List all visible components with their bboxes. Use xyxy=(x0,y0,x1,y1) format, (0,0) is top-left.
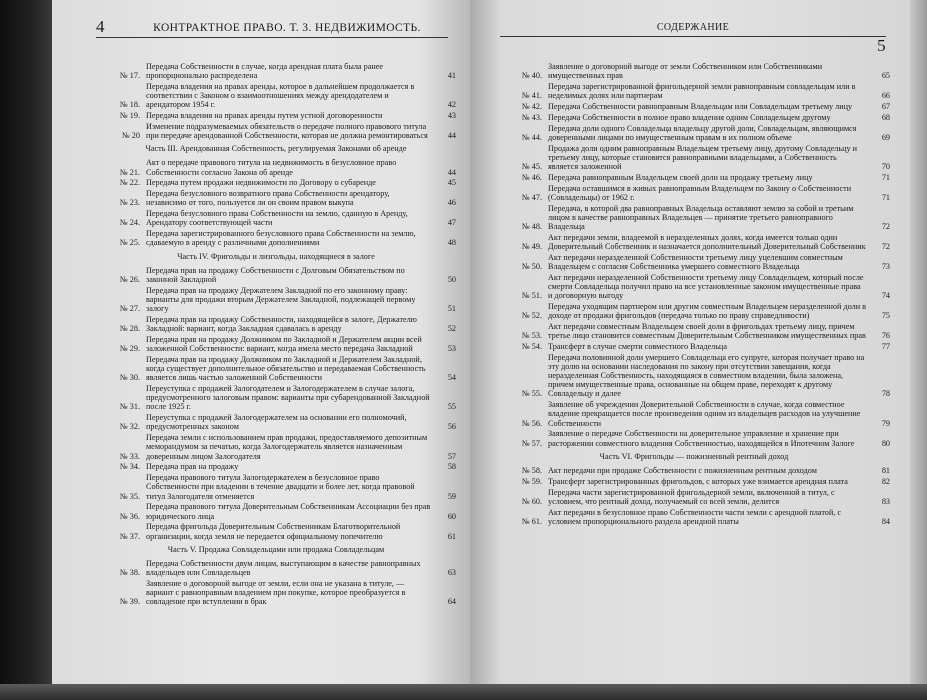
toc-entry-number: № 46. xyxy=(521,172,542,182)
toc-entry-number: № 48. xyxy=(521,222,542,231)
toc-entry-page: 57 xyxy=(447,451,456,461)
toc-entry-number: № 42. xyxy=(521,102,542,111)
toc-entry xyxy=(498,466,890,475)
toc-entry-title: Передача зарегистрированного безусловного права Собственности на землю, сдаваемую в аренду с различными дополнениями xyxy=(146,229,416,248)
toc-entry-number: № 51. xyxy=(521,291,542,301)
toc-entry xyxy=(498,253,890,271)
toc-entry-title: Передача безусловного права Собственности на землю, сданную в Аренду, Арендатору соответствующей части xyxy=(146,209,408,228)
toc-entry-page: 47 xyxy=(447,218,456,228)
toc-entry-page: 41 xyxy=(447,71,456,81)
right-page-number: 5 xyxy=(877,36,886,55)
toc-entry-title: Передача зарегистрированной фригольдерной земли равноправным совладельцам или в неделимых долях или партнерам xyxy=(548,82,856,101)
toc-entry-title: Передача части зарегистрированной фригольдерной земли, включенной в титул, с условием, что рентный доход, получаемый со всей земли, делится xyxy=(548,487,835,506)
toc-entry-number: № 31. xyxy=(119,402,140,412)
table-surface xyxy=(0,684,927,700)
toc-entry-number: № 26. xyxy=(119,274,140,284)
toc-entry xyxy=(96,286,456,313)
toc-entry-title: Акт передачи при продаже Собственности с пожизненным рентным доходом xyxy=(548,465,817,475)
toc-entry xyxy=(498,508,890,526)
toc-entry-page: 63 xyxy=(447,568,456,578)
toc-entry-title: Передача прав на продажу Собственности с Долговым Обязательством по законной Закладной xyxy=(146,265,405,284)
toc-entry-number: № 25. xyxy=(119,238,140,248)
toc-entry-number: № 33. xyxy=(119,451,140,461)
toc-entry xyxy=(498,353,890,399)
toc-entry-page: 81 xyxy=(881,465,890,475)
toc-entry-number: № 44. xyxy=(521,132,542,142)
toc-entry-title: Акт о передаче правового титула на недвижимость в безусловное право Собственности согласно Закона об аренде xyxy=(146,158,397,177)
toc-entry-title: Акт передачи неразделенной Собственности третьему лицу Совладельцем, который после смерти Совладельца получил право на все установленные законом имущественные права и договорную выгоду xyxy=(548,272,864,301)
toc-entry-page: 73 xyxy=(881,262,890,271)
right-table-of-contents xyxy=(498,62,890,528)
toc-entry xyxy=(96,209,456,227)
toc-entry-title: Изменение подразумеваемых обязательств о передаче полного правового титула при передаче арендованной Собственности, которая не должна ремонтироваться xyxy=(146,122,428,141)
toc-section-heading: Часть III. Арендованная Собственность, регулируемая Законами об аренде xyxy=(145,144,407,154)
toc-entry-number: № 49. xyxy=(521,242,542,251)
toc-entry-number: № 37. xyxy=(119,531,140,541)
toc-section-heading: Часть IV. Фригольды и лизгольды, находящиеся в залоге xyxy=(177,251,375,261)
toc-entry-number: № 38. xyxy=(119,568,140,578)
toc-entry xyxy=(498,62,890,80)
toc-entry-title: Передача Собственности равноправным Владельцам или Совладельцам третьему лицу xyxy=(548,102,853,111)
toc-entry-number: № 52. xyxy=(521,311,542,321)
toc-entry-number: № 20 xyxy=(121,131,140,141)
toc-entry-page: 59 xyxy=(447,491,456,501)
toc-entry-number: № 30. xyxy=(119,373,140,383)
toc-entry-page: 71 xyxy=(881,192,890,202)
toc-entry xyxy=(96,384,456,411)
toc-entry-number: № 47. xyxy=(521,192,542,202)
toc-entry-page: 70 xyxy=(881,162,890,171)
toc-entry-number: № 27. xyxy=(119,304,140,314)
toc-section-heading: Часть V. Продажа Совладельцами или продажа Совладельцам xyxy=(167,544,385,554)
toc-entry-title: Передача прав на продажу Должником по Закладной и Держателем Закладной, когда существует дополнительное обязательство и передаваемая Собственность является лишь частью заложенной Собственности xyxy=(146,354,426,383)
page-edges xyxy=(910,0,927,684)
toc-entry-number: № 55. xyxy=(521,389,542,399)
toc-entry xyxy=(498,342,890,351)
toc-entry-title: Передача Собственности в полное право владения одним Совладельцем другому xyxy=(548,112,831,122)
toc-entry-title: Передача владения на правах аренды путем устной договоренности xyxy=(146,111,383,121)
toc-entry-title: Передача, в которой два равноправных Владельца оставляют землю за собой и третьим лицом в качестве равноправных Владельцев — принятие третьего равноправного Владельца xyxy=(548,203,854,231)
toc-entry xyxy=(96,62,456,80)
toc-entry-page: 74 xyxy=(881,291,890,301)
toc-entry-page: 77 xyxy=(881,342,890,351)
toc-entry-title: Акт передачи земли, владеемой в неразделенных долях, когда имеется только один Доверительный Собственник и назначается дополнительный Доверительный Собственник xyxy=(548,232,866,251)
toc-entry-page: 53 xyxy=(447,344,456,354)
toc-entry-title: Передача прав на продажу Должником по Закладной и Держателем акции всей заложенной Собственности: вариант, когда имела место передача Закладной xyxy=(146,334,422,354)
toc-entry xyxy=(96,473,456,500)
toc-entry-number: № 19. xyxy=(119,111,140,121)
toc-entry-page: 65 xyxy=(881,71,890,81)
toc-entry-number: № 53. xyxy=(521,331,542,341)
toc-entry-number: № 56. xyxy=(521,418,542,428)
toc-entry xyxy=(96,335,456,353)
toc-entry xyxy=(498,204,890,231)
toc-entry-title: Передача владения на правах аренды, которое в дальнейшем продолжается в соответствии с Законом о взаимоотношениях между арендодателем и арендатором 1954 г. xyxy=(146,82,415,110)
toc-entry xyxy=(498,273,890,300)
toc-entry-number: № 61. xyxy=(521,516,542,526)
toc-entry-number: № 50. xyxy=(521,262,542,271)
toc-entry-page: 44 xyxy=(447,131,456,141)
toc-entry-page: 56 xyxy=(447,422,456,432)
toc-entry xyxy=(96,462,456,471)
toc-entry xyxy=(96,111,456,120)
toc-entry xyxy=(96,433,456,460)
toc-entry xyxy=(96,315,456,333)
toc-entry-title: Передача оставшимся в живых равноправным Владельцем по Закону о Собственности (Совладельцы) от 1962 г. xyxy=(548,183,852,202)
toc-entry xyxy=(498,102,890,111)
toc-entry xyxy=(498,429,890,447)
toc-entry-page: 64 xyxy=(447,597,456,607)
toc-entry-page: 44 xyxy=(447,167,456,177)
toc-entry-page: 82 xyxy=(881,476,890,486)
right-running-header xyxy=(500,22,886,55)
toc-entry-page: 42 xyxy=(447,100,456,110)
toc-entry-title: Трансферт зарегистрированных фригольдов, с которых уже взимается арендная плата xyxy=(548,476,848,486)
toc-entry xyxy=(96,579,456,606)
toc-entry-title: Акт передачи совместным Владельцем своей доли в фригольдах третьему лицу, причем третье лицо становится совместным Доверительным Собственником имущественных прав xyxy=(548,322,866,341)
toc-entry xyxy=(96,178,456,187)
toc-entry xyxy=(96,522,456,540)
toc-entry xyxy=(96,266,456,284)
toc-entry-page: 72 xyxy=(881,242,890,251)
toc-entry-title: Передача прав на продажу Собственности, находящейся в залоге, Держателю Закладной: вариант, когда Закладная сдавалась в аренду xyxy=(146,314,417,334)
toc-entry xyxy=(96,189,456,207)
toc-entry-title: Передача правового титула Залогодержателем в безусловное право Собственности при владении в течение двадцати и более лет, когда правовой титул Залогодателя отменяется xyxy=(146,473,415,501)
toc-entry-number: № 24. xyxy=(119,218,140,228)
toc-entry-number: № 58. xyxy=(521,465,542,475)
toc-entry-page: 72 xyxy=(881,222,890,231)
left-page xyxy=(52,0,470,684)
toc-entry-page: 67 xyxy=(881,102,890,111)
toc-entry xyxy=(96,413,456,431)
toc-entry-page: 84 xyxy=(881,516,890,526)
toc-entry-page: 75 xyxy=(881,311,890,321)
toc-entry-page: 52 xyxy=(447,324,456,334)
toc-entry xyxy=(498,302,890,320)
toc-entry xyxy=(498,82,890,100)
right-header-title: СОДЕРЖАНИЕ xyxy=(656,22,730,33)
left-page-number: 4 xyxy=(96,17,105,36)
toc-entry xyxy=(96,158,456,176)
toc-entry-title: Передача земли с использованием прав продажи, предоставляемого депозитным меморандумом за печатью, когда Залогодержатель является назначенным доверенным лицом Залогодателя xyxy=(146,433,428,461)
toc-entry-number: № 40. xyxy=(521,71,542,81)
toc-entry-page: 46 xyxy=(447,198,456,208)
toc-entry-title: Передача фригольда Доверительным Собственникам Благотворительной организации, когда земля не передается официальному попечителю xyxy=(146,522,401,541)
toc-entry-title: Передача Собственности в случае, когда арендная плата была ранее пропорционально распределена xyxy=(146,62,383,81)
toc-entry-title: Акт передачи в безусловное право Собственности части земли с арендной платой, с условием пропорционального раздела арендной платы xyxy=(548,507,842,526)
toc-entry xyxy=(96,82,456,109)
toc-entry xyxy=(498,233,890,251)
toc-entry xyxy=(498,113,890,122)
toc-entry-number: № 54. xyxy=(521,342,542,351)
toc-entry-number: № 18. xyxy=(119,100,140,110)
toc-entry-title: Заявление о передаче Собственности на доверительное управление и хранение при расторжении совместного владения Собственностью, находящейся в Ипотечном Залоге xyxy=(548,429,855,448)
toc-entry-page: 55 xyxy=(447,402,456,412)
toc-entry xyxy=(498,124,890,142)
toc-entry-number: № 36. xyxy=(119,511,140,521)
toc-entry-number: № 60. xyxy=(521,496,542,506)
toc-entry xyxy=(96,229,456,247)
toc-section-heading: Часть VI. Фригольды — пожизненный рентный доход xyxy=(599,451,789,461)
toc-entry-page: 60 xyxy=(447,511,456,521)
toc-entry xyxy=(498,488,890,506)
toc-entry-number: № 34. xyxy=(119,462,140,472)
toc-entry-page: 76 xyxy=(881,331,890,341)
left-table-of-contents xyxy=(96,62,456,608)
toc-entry xyxy=(498,144,890,171)
toc-entry-title: Передача правового титула Доверительным Собственникам Ассоциации без прав юридического лица xyxy=(146,502,431,521)
toc-entry-number: № 35. xyxy=(119,491,140,501)
toc-entry-page: 54 xyxy=(447,373,456,383)
toc-entry-page: 71 xyxy=(881,172,890,182)
toc-entry-page: 69 xyxy=(881,132,890,142)
toc-entry-title: Передача прав на продажу xyxy=(146,462,239,472)
toc-entry-number: № 28. xyxy=(119,324,140,334)
toc-entry-title: Заявление о договорной выгоде от земли, если она не указана в титуле, — вариант с равноправным владением при покупке, которое преобразуется в совладение при вступлении в брак xyxy=(146,578,406,607)
toc-entry xyxy=(498,477,890,486)
toc-entry-number: № 45. xyxy=(521,162,542,171)
toc-entry-page: 58 xyxy=(447,462,456,472)
toc-entry xyxy=(498,173,890,182)
toc-entry-page: 48 xyxy=(447,238,456,248)
toc-entry-page: 51 xyxy=(447,304,456,314)
toc-entry-title: Переуступка с продажей Залогодателем и Залогодержателем в случае залога, предусмотренного залоговым правом: варианты при субарендованной Закладной после 1925 г. xyxy=(146,384,430,412)
toc-entry-number: № 41. xyxy=(521,91,542,101)
toc-entry-number: № 59. xyxy=(521,476,542,486)
toc-entry-number: № 57. xyxy=(521,438,542,448)
toc-entry-title: Заявление об учреждении Доверительной Собственности в случае, когда совместное владение прекращается после произведения одним из владельцев расходов на улучшение Собственности xyxy=(548,400,861,428)
toc-entry-title: Передача равноправным Владельцем своей доли на продажу третьему лицу xyxy=(548,172,813,182)
left-header-title: КОНТРАКТНОЕ ПРАВО. Т. 3. НЕДВИЖИМОСТЬ. xyxy=(153,22,421,34)
toc-entry-title: Трансферт в случае смерти совместного Владельца xyxy=(548,342,727,351)
toc-entry-title: Передача половинной доли умершего Совладельца его супруге, которая получает право на эту долю на основании наследования по закону при отсутствии завещания, когда неразделенная Собственность, находящаяся в совместном владении, была заложена, причем имущественные права, основанные на общем праве, переходят к другому Совладельцу и далее xyxy=(548,352,865,399)
toc-entry xyxy=(96,559,456,577)
toc-entry xyxy=(498,322,890,340)
toc-entry-page: 80 xyxy=(881,438,890,448)
toc-entry-page: 50 xyxy=(447,274,456,284)
toc-entry-page: 61 xyxy=(447,531,456,541)
toc-entry-title: Передача путем продажи недвижимости по Договору о субаренде xyxy=(146,178,376,188)
toc-entry-title: Продажа доли одним равноправным Владельцем третьему лицу, другому Совладельцу и третьему лицу, которые становятся равноправными владельцами, а Собственность является заложенной xyxy=(548,143,857,171)
book-cover-edge xyxy=(0,0,52,700)
toc-entry-number: № 21. xyxy=(119,167,140,177)
toc-entry xyxy=(96,355,456,382)
toc-entry-title: Передача доли одного Совладельца владельцу другой доли, Совладельцам, являющимся доверенными лицами по имущественным правам в их полном объеме xyxy=(548,123,857,142)
toc-entry-page: 78 xyxy=(881,389,890,399)
toc-entry-number: № 29. xyxy=(119,344,140,354)
toc-entry-number: № 17. xyxy=(119,71,140,81)
toc-entry-title: Заявление о договорной выгоде от земли Собственником или Собственниками имущественных прав xyxy=(548,62,823,81)
toc-entry-page: 43 xyxy=(447,111,456,121)
right-page xyxy=(470,0,910,684)
toc-entry-number: № 32. xyxy=(119,422,140,432)
toc-entry-title: Передача уходящим партнером или другим совместным Владельцем неразделенной доли в доходе от продажи фригольдов (передача только по праву справедливости) xyxy=(548,302,866,321)
toc-entry-title: Акт передачи неразделенной Собственности третьему лицу уцелевшим совместным Владельцем с согласия Собственника умершего совместного Владельца xyxy=(548,252,843,271)
toc-entry-number: № 43. xyxy=(521,112,542,122)
toc-entry-page: 83 xyxy=(881,496,890,506)
toc-entry xyxy=(96,122,456,140)
toc-entry-page: 45 xyxy=(447,178,456,188)
toc-entry-page: 66 xyxy=(881,91,890,101)
toc-entry xyxy=(498,184,890,202)
toc-entry-page: 79 xyxy=(881,418,890,428)
toc-entry xyxy=(498,400,890,427)
toc-entry-number: № 39. xyxy=(119,597,140,607)
toc-entry-title: Передача Собственности двум лицам, выступающим в качестве равноправных владельцев или Совладельцев xyxy=(146,558,421,578)
toc-entry xyxy=(96,502,456,520)
toc-entry-number: № 22. xyxy=(119,178,140,188)
toc-entry-title: Передача прав на продажу Держателем Закладной по его законному праву: варианты для продажи вторым Держателем Закладной, подлежащей первому залогу xyxy=(146,285,416,314)
toc-entry-title: Переуступка с продажей Залогодержателем на основании его полномочий, предусмотренных законом xyxy=(146,413,407,432)
toc-entry-title: Передача безусловного возвратного права Собственности арендатору, независимо от того, пользуется ли он своим правом выкупа xyxy=(146,189,390,208)
left-running-header xyxy=(96,17,448,38)
toc-entry-number: № 23. xyxy=(119,198,140,208)
toc-entry-page: 68 xyxy=(881,112,890,122)
